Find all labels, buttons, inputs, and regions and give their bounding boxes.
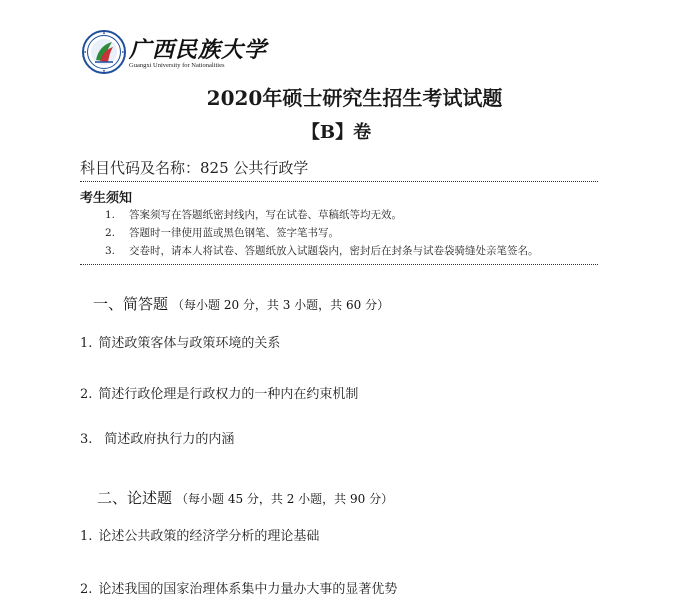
paper-version: 【B】卷 xyxy=(301,122,372,143)
question-number: 1. xyxy=(80,336,93,351)
section-title: 二、论述题 xyxy=(97,489,173,507)
question-number: 2. xyxy=(80,582,93,597)
question-item xyxy=(80,383,358,402)
notice-item xyxy=(105,207,402,222)
notice-item-number: 1. xyxy=(105,209,116,221)
university-name-en: Guangxi University for Nationalities xyxy=(129,62,225,69)
section-heading xyxy=(97,487,393,508)
divider-bottom xyxy=(80,264,598,265)
notice-item-text: 交卷时，请本人将试卷、答题纸放入试题袋内，密封后在封条与试卷袋骑缝处亲笔签名。 xyxy=(129,245,539,257)
section-title: 一、简答题 xyxy=(93,295,169,313)
section-note: （每小题 45 分，共 2 小题，共 90 分） xyxy=(176,492,394,506)
question-number: 3. xyxy=(80,432,93,447)
subject-line: 科目代码及名称：825 公共行政学 xyxy=(80,159,309,177)
notice-item-text: 答案须写在答题纸密封线内，写在试卷、草稿纸等均无效。 xyxy=(129,209,402,221)
university-logo-icon xyxy=(82,30,126,74)
notice-item-text: 答题时一律使用蓝或黑色钢笔、签字笔书写。 xyxy=(129,227,339,239)
question-item xyxy=(80,525,319,544)
question-text: 简述行政伦理是行政权力的一种内在约束机制 xyxy=(98,387,359,402)
university-name-cn: 广西民族大学 xyxy=(129,37,268,63)
notice-item xyxy=(105,225,339,240)
notice-item xyxy=(105,243,539,258)
notice-item-number: 3. xyxy=(105,245,116,257)
section-heading xyxy=(93,293,389,314)
exam-title: 2020年硕士研究生招生考试试题 xyxy=(206,86,503,110)
question-number: 2. xyxy=(80,387,93,402)
notice-item-number: 2. xyxy=(105,227,116,239)
notice-title: 考生须知 xyxy=(80,191,133,206)
divider-top xyxy=(80,181,598,182)
question-item xyxy=(80,332,280,351)
question-item xyxy=(80,428,234,447)
question-text: 论述公共政策的经济学分析的理论基础 xyxy=(98,529,320,544)
question-item xyxy=(80,578,397,597)
section-note: （每小题 20 分，共 3 小题，共 60 分） xyxy=(172,298,390,312)
question-text: 论述我国的国家治理体系集中力量办大事的显著优势 xyxy=(98,582,398,597)
question-text: 简述政府执行力的内涵 xyxy=(104,432,235,447)
question-text: 简述政策客体与政策环境的关系 xyxy=(98,336,281,351)
question-number: 1. xyxy=(80,529,93,544)
